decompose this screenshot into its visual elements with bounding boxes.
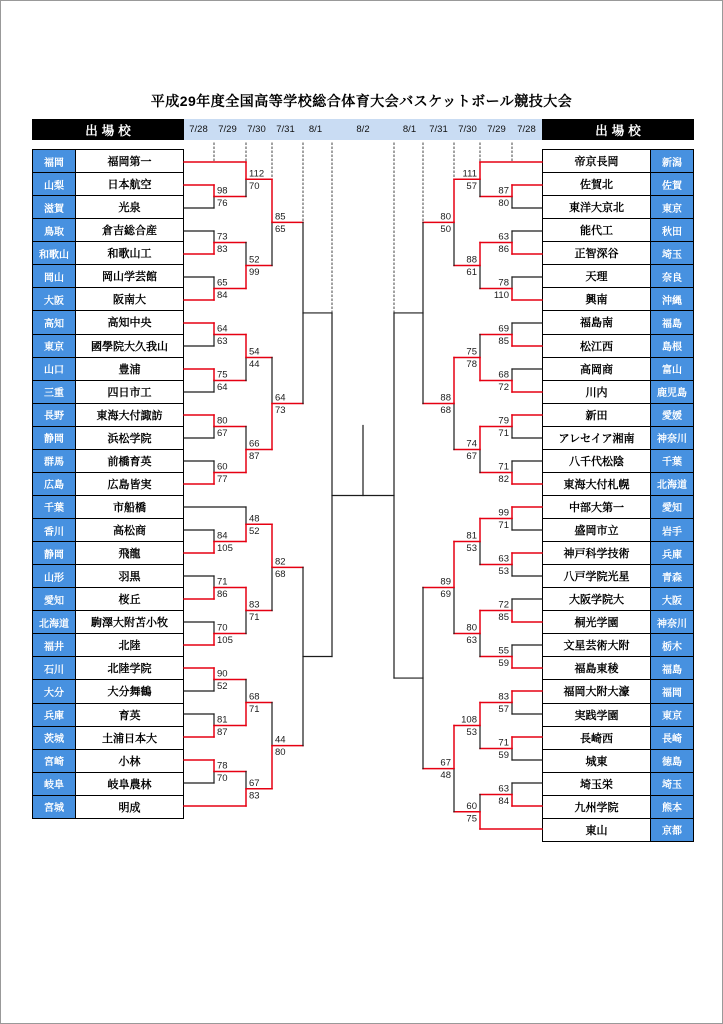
match-score: 71 [217,576,228,588]
prefecture-cell: 大分 [33,680,76,702]
prefecture-cell: 山口 [33,358,76,380]
match-score: 53 [466,543,477,554]
school-name-cell: 広島皆実 [107,478,152,491]
school-name-cell: 東海大付諏訪 [96,409,163,422]
match-score: 83 [217,244,228,255]
match-score: 80 [440,211,451,223]
prefecture-cell: 広島 [33,473,76,495]
team-row [33,657,183,680]
match-score: 87 [498,185,509,197]
prefecture-cell: 埼玉 [650,242,693,264]
prefecture-cell: 栃木 [650,634,693,656]
match-score: 105 [217,635,233,646]
school-name-cell: 小林 [118,755,141,768]
team-row [33,680,183,703]
match-score: 105 [217,543,233,554]
team-row [33,288,183,311]
school-name-cell: 能代工 [580,225,613,238]
prefecture-cell: 福井 [33,634,76,656]
prefecture-cell: 千葉 [650,450,693,472]
match-score: 75 [466,813,477,825]
team-row [33,750,183,773]
prefecture-cell: 佐賀 [650,173,693,195]
school-name-cell: 盛岡市立 [574,525,619,538]
match-score: 71 [249,612,260,623]
match-score: 65 [275,223,286,235]
team-row [33,473,183,496]
team-row [543,450,693,473]
team-row [543,335,693,358]
left-table-header: 出場校 [32,119,184,140]
prefecture-cell: 三重 [33,381,76,403]
school-name-cell: 文星芸術大附 [563,640,630,653]
prefecture-cell: 徳島 [650,750,693,772]
school-name-cell: 神戸科学技術 [563,548,630,561]
team-row [543,727,693,750]
prefecture-cell: 岡山 [33,265,76,287]
school-name-cell: 長崎西 [580,732,613,745]
prefecture-cell: 宮城 [33,796,76,818]
match-score: 74 [466,438,477,450]
prefecture-cell: 愛知 [33,588,76,610]
match-score: 60 [217,461,228,473]
team-row [543,404,693,427]
prefecture-cell: 京都 [650,819,693,841]
match-score: 59 [498,658,509,669]
team-row [33,265,183,288]
match-score: 84 [217,530,228,542]
match-score: 82 [275,556,286,568]
match-score: 77 [217,474,228,485]
school-name-cell: 桐光学園 [574,617,619,630]
match-score: 64 [217,382,228,393]
match-score: 98 [217,185,228,197]
match-score: 83 [249,599,260,611]
match-score: 67 [217,428,228,439]
match-score: 76 [217,198,228,209]
prefecture-cell: 滋賀 [33,196,76,218]
school-name-cell: 松江西 [580,340,613,353]
date-cell: 8/2 [356,124,370,135]
team-row [33,358,183,381]
prefecture-cell: 岐阜 [33,773,76,795]
school-name-cell: 羽黒 [118,571,141,584]
prefecture-cell: 愛媛 [650,404,693,426]
team-row [33,588,183,611]
team-row [33,335,183,358]
match-score: 69 [498,323,509,335]
match-score: 70 [217,622,228,634]
match-score: 87 [249,451,260,462]
match-score: 89 [440,576,451,588]
prefecture-cell: 福島 [650,311,693,333]
team-row [543,657,693,680]
team-row [543,150,693,173]
match-score: 70 [249,180,260,192]
date-cell: 7/30 [458,124,477,135]
prefecture-cell: 北海道 [33,611,76,633]
match-score: 78 [217,760,228,772]
team-row [33,450,183,473]
match-score: 52 [249,254,260,266]
school-name-cell: アレセイア湘南 [558,432,635,445]
match-score: 78 [498,277,509,289]
school-name-cell: 浜松学院 [107,432,152,445]
match-score: 53 [498,566,509,577]
match-score: 60 [466,800,477,812]
date-cell: 7/31 [276,124,295,135]
match-score: 68 [275,568,286,580]
match-score: 73 [217,231,228,243]
team-row [543,358,693,381]
prefecture-cell: 石川 [33,657,76,679]
prefecture-cell: 岩手 [650,519,693,541]
team-row [33,404,183,427]
match-score: 64 [217,323,228,335]
match-score: 86 [217,589,228,600]
school-name-cell: 高松商 [113,525,146,538]
team-row [543,611,693,634]
prefecture-cell: 愛知 [650,496,693,518]
team-row [543,265,693,288]
match-score: 57 [498,704,509,715]
prefecture-cell: 長崎 [650,727,693,749]
match-score: 68 [249,691,260,703]
match-score: 81 [217,714,228,726]
team-row [33,611,183,634]
team-row [543,473,693,496]
match-score: 44 [275,734,286,746]
date-cell: 7/31 [429,124,448,135]
school-name-cell: 東洋大京北 [569,202,624,215]
match-score: 71 [498,428,509,439]
right-table-header: 出場校 [542,119,694,140]
prefecture-cell: 神奈川 [650,611,693,633]
school-name-cell: 豊浦 [118,363,141,376]
match-score: 81 [466,530,477,542]
team-row [543,288,693,311]
school-name-cell: 駒澤大附苫小牧 [91,617,168,630]
prefecture-cell: 群馬 [33,450,76,472]
team-row [543,680,693,703]
team-row [543,565,693,588]
team-row [33,773,183,796]
match-score: 63 [217,336,228,347]
match-score: 80 [466,622,477,634]
team-row [543,196,693,219]
team-row [33,565,183,588]
team-row [33,496,183,519]
prefecture-cell: 神奈川 [650,427,693,449]
team-row [543,750,693,773]
match-score: 71 [498,520,509,531]
match-score: 88 [466,254,477,266]
school-name-cell: 天理 [585,271,608,284]
school-name-cell: 中部大第一 [569,501,624,514]
match-score: 82 [498,474,509,485]
match-score: 53 [466,727,477,738]
match-score: 80 [217,415,228,427]
date-cell: 8/1 [308,124,323,135]
team-row [543,311,693,334]
team-row [33,219,183,242]
date-cell: 7/28 [189,124,208,135]
team-row [33,727,183,750]
match-score: 71 [498,461,509,473]
team-row [33,150,183,173]
school-name-cell: 新田 [585,409,608,422]
team-row [543,381,693,404]
match-score: 50 [440,223,451,235]
match-score: 52 [249,525,260,537]
school-name-cell: 國學院大久我山 [91,340,168,353]
school-name-cell: 福岡大附大濠 [563,686,630,699]
match-score: 112 [249,168,265,180]
prefecture-cell: 熊本 [650,796,693,818]
school-name-cell: 明成 [118,801,141,814]
team-row [543,496,693,519]
match-score: 85 [498,612,509,623]
match-score: 87 [217,727,228,738]
match-score: 69 [440,589,451,600]
school-name-cell: 大阪学院大 [569,594,624,607]
prefecture-cell: 兵庫 [650,542,693,564]
prefecture-cell: 新潟 [650,150,693,172]
match-score: 84 [498,796,509,807]
prefecture-cell: 埼玉 [650,773,693,795]
team-row [543,588,693,611]
prefecture-cell: 東京 [650,196,693,218]
team-row [33,542,183,565]
match-score: 110 [493,290,509,301]
team-row [33,196,183,219]
team-row [33,634,183,657]
prefecture-cell: 秋田 [650,219,693,241]
prefecture-cell: 福岡 [33,150,76,172]
match-score: 90 [217,668,228,680]
school-name-cell: 東海大付札幌 [563,478,630,491]
page-title: 平成29年度全国高等学校総合体育大会バスケットボール競技大会 [150,93,573,109]
prefecture-cell: 青森 [650,565,693,587]
date-cell: 7/29 [218,124,237,135]
school-name-cell: 日本航空 [107,179,152,192]
team-row [543,427,693,450]
match-score: 55 [498,645,509,657]
prefecture-cell: 千葉 [33,496,76,518]
team-row [543,819,693,841]
match-score: 84 [217,290,228,301]
match-score: 64 [275,392,286,404]
team-row [543,519,693,542]
prefecture-cell: 東京 [650,704,693,726]
school-name-cell: 光泉 [118,202,141,215]
date-cell: 8/1 [402,124,417,135]
prefecture-cell: 富山 [650,358,693,380]
prefecture-cell: 沖縄 [650,288,693,310]
team-row [33,427,183,450]
school-name-cell: 高岡商 [580,363,613,376]
school-name-cell: 倉吉総合産 [102,225,157,238]
match-score: 63 [466,635,477,646]
prefecture-cell: 山梨 [33,173,76,195]
prefecture-cell: 奈良 [650,265,693,287]
date-cell: 7/28 [517,124,536,135]
match-score: 72 [498,599,509,611]
school-name-cell: 北陸 [118,640,141,653]
match-score: 67 [440,757,451,769]
school-name-cell: 帝京長岡 [574,156,619,169]
match-score: 54 [249,346,260,358]
school-name-cell: 育英 [118,709,141,722]
match-score: 79 [498,415,509,427]
team-row [543,542,693,565]
match-score: 83 [498,691,509,703]
match-score: 75 [466,346,477,358]
match-score: 63 [498,231,509,243]
prefecture-cell: 山形 [33,565,76,587]
match-score: 48 [249,513,260,525]
school-name-cell: 大分舞鶴 [107,686,152,699]
prefecture-cell: 大阪 [650,588,693,610]
date-strip [184,119,542,140]
school-name-cell: 興南 [585,294,608,307]
team-row [543,173,693,196]
match-score: 83 [249,790,260,802]
match-score: 86 [498,244,509,255]
school-name-cell: 高知中央 [107,317,152,330]
team-row [33,704,183,727]
match-score: 80 [275,747,286,759]
match-score: 73 [275,405,286,416]
prefecture-cell: 長野 [33,404,76,426]
match-score: 70 [217,773,228,784]
match-score: 63 [498,553,509,565]
team-row [33,311,183,334]
match-score: 85 [498,336,509,347]
school-name-cell: 桜丘 [118,594,141,607]
prefecture-cell: 宮崎 [33,750,76,772]
match-score: 48 [440,770,451,782]
school-name-cell: 和歌山工 [107,248,152,261]
match-score: 59 [498,750,509,761]
match-score: 88 [440,392,451,404]
team-row [33,519,183,542]
match-score: 68 [498,369,509,381]
team-row [33,381,183,404]
prefecture-cell: 東京 [33,335,76,357]
team-row [543,634,693,657]
match-score: 111 [462,168,477,180]
school-name-cell: 佐賀北 [580,179,613,192]
match-score: 67 [249,777,260,789]
prefecture-cell: 静岡 [33,427,76,449]
prefecture-cell: 福島 [650,657,693,679]
date-cell: 7/29 [487,124,506,135]
match-score: 66 [249,438,260,450]
school-name-cell: 北陸学院 [107,663,152,676]
school-name-cell: 岐阜農林 [107,778,152,791]
prefecture-cell: 茨城 [33,727,76,749]
left-team-table [32,149,184,819]
date-cell: 7/30 [247,124,266,135]
prefecture-cell: 鹿児島 [650,381,693,403]
school-name-cell: 福島東稜 [574,663,619,676]
prefecture-cell: 兵庫 [33,704,76,726]
match-score: 68 [440,405,451,416]
match-score: 72 [498,382,509,393]
match-score: 99 [249,267,260,278]
school-name-cell: 川内 [585,386,608,399]
match-score: 80 [498,198,509,209]
school-name-cell: 実践学園 [574,709,619,722]
match-score: 85 [275,211,286,223]
prefecture-cell: 高知 [33,311,76,333]
match-score: 63 [498,783,509,795]
school-name-cell: 前橋育英 [107,455,152,468]
school-name-cell: 東山 [585,824,608,837]
match-score: 67 [466,451,477,462]
right-team-table [542,149,694,842]
match-score: 71 [249,704,260,715]
team-row [33,242,183,265]
prefecture-cell: 北海道 [650,473,693,495]
school-name-cell: 岡山学芸館 [102,271,157,284]
school-name-cell: 正智深谷 [574,248,619,261]
school-name-cell: 八千代松陰 [569,455,624,468]
school-name-cell: 八戸学院光星 [563,571,630,584]
team-row [543,704,693,727]
match-score: 65 [217,277,228,289]
match-score: 61 [466,267,477,278]
school-name-cell: 飛龍 [118,548,141,561]
match-score: 78 [466,359,477,370]
team-row [543,219,693,242]
prefecture-cell: 福岡 [650,680,693,702]
prefecture-cell: 和歌山 [33,242,76,264]
prefecture-cell: 鳥取 [33,219,76,241]
school-name-cell: 阪南大 [113,294,146,307]
match-score: 75 [217,369,228,381]
school-name-cell: 埼玉栄 [580,778,613,791]
team-row [33,173,183,196]
prefecture-cell: 大阪 [33,288,76,310]
match-score: 57 [466,180,477,192]
prefecture-cell: 静岡 [33,542,76,564]
match-score: 44 [249,359,260,370]
team-row [543,796,693,819]
school-name-cell: 市船橋 [113,501,146,514]
school-name-cell: 土浦日本大 [102,732,157,745]
prefecture-cell: 島根 [650,335,693,357]
team-row [543,773,693,796]
match-score: 108 [461,714,477,726]
prefecture-cell: 香川 [33,519,76,541]
school-name-cell: 福島南 [580,317,613,330]
match-score: 99 [498,507,509,519]
school-name-cell: 九州学院 [574,801,619,814]
team-row [33,796,183,818]
school-name-cell: 福岡第一 [107,156,152,169]
match-score: 52 [217,681,228,692]
team-row [543,242,693,265]
school-name-cell: 城東 [585,755,608,768]
match-score: 71 [498,737,509,749]
school-name-cell: 四日市工 [107,386,152,399]
